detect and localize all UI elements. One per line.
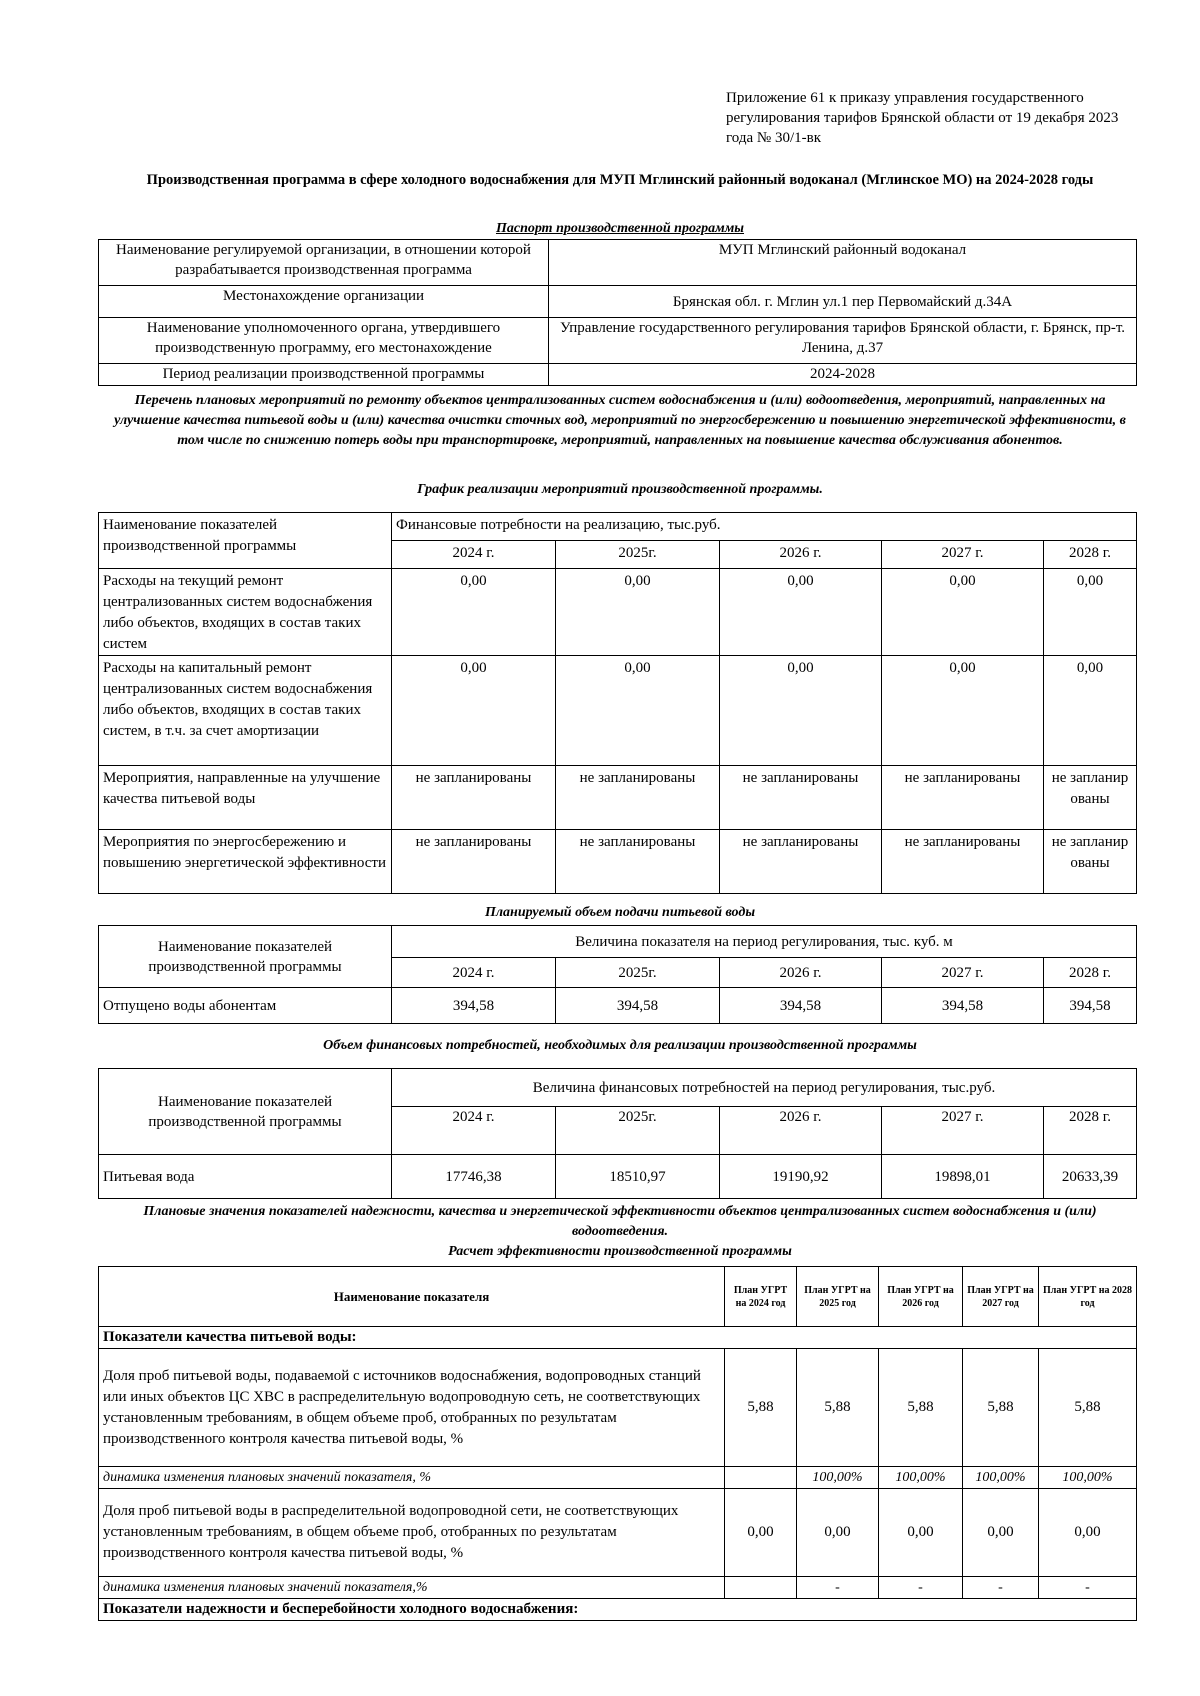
table-row	[99, 1155, 1137, 1199]
finance-table	[98, 1068, 1137, 1199]
passport-caption: Паспорт производственной программы	[495, 221, 745, 236]
cell-value: 100,00%	[963, 1467, 1039, 1489]
cell-value: 18510,97	[556, 1155, 720, 1199]
cell-value: 0,00	[882, 656, 1044, 766]
cell-value: 0,00	[392, 569, 556, 656]
cell-value: -	[1039, 1577, 1137, 1599]
cell-value: не запланированы	[392, 830, 556, 894]
row-label: Расходы на текущий ремонт централизованных систем водоснабжения либо объектов, входящих в состав таких систем	[99, 569, 392, 656]
table-row	[99, 1577, 1137, 1599]
row-label: Мероприятия, направленные на улучшение качества питьевой воды	[99, 766, 392, 830]
year-header: 2024 г.	[392, 541, 556, 569]
table-row	[99, 1267, 1137, 1327]
cell-value: -	[879, 1577, 963, 1599]
cell-value: 5,88	[963, 1349, 1039, 1467]
table-row	[99, 766, 1137, 830]
cell-value: 0,00	[392, 656, 556, 766]
cell-value: 0,00	[1044, 569, 1137, 656]
finance-caption: Объем финансовых потребностей, необходимых для реализации производственной программы	[323, 1038, 917, 1053]
section-heading: Показатели надежности и бесперебойности холодного водоснабжения:	[99, 1599, 1137, 1621]
cell-value: 100,00%	[797, 1467, 879, 1489]
cell-value: 0,00	[963, 1489, 1039, 1577]
table-row	[99, 1349, 1137, 1467]
cell-value: не запланированы	[1044, 766, 1137, 830]
graph-table	[98, 512, 1137, 894]
cell-value: 100,00%	[1039, 1467, 1137, 1489]
cell-value: 394,58	[556, 988, 720, 1024]
cell-value: 17746,38	[392, 1155, 556, 1199]
passport-label: Период реализации производственной программы	[99, 364, 549, 386]
cell-value: 0,00	[882, 569, 1044, 656]
year-header: 2027 г.	[882, 541, 1044, 569]
cell-value: -	[963, 1577, 1039, 1599]
eff-col-label: Наименование показателя	[99, 1267, 725, 1327]
indicator-label: Доля проб питьевой воды, подаваемой с источников водоснабжения, водопроводных станций или иных объектов ЦС ХВС в распределительную водопроводную сеть, не соответствующих установленным требованиям, в общем объеме проб, отобранных по результатам производственного контроля качества питьевой воды, %	[99, 1349, 725, 1467]
table-row	[99, 513, 1137, 541]
row-label: Питьевая вода	[99, 1155, 392, 1199]
efficiency-table	[98, 1266, 1137, 1621]
cell-value: 0,00	[1039, 1489, 1137, 1577]
cell-value: 0,00	[1044, 656, 1137, 766]
table-row	[99, 656, 1137, 766]
cell-value: не запланированы	[1044, 830, 1137, 894]
row-label: Отпущено воды абонентам	[99, 988, 392, 1024]
table-row	[99, 569, 1137, 656]
volume-caption: Планируемый объем подачи питьевой воды	[484, 905, 756, 920]
plan-header: План УГРТ на 2026 год	[879, 1267, 963, 1327]
passport-value: МУП Мглинский районный водоканал	[549, 240, 1137, 286]
passport-value: Управление государственного регулирования тарифов Брянской области, г. Брянск, пр-т. Ленина, д.37	[549, 318, 1137, 364]
year-header: 2028 г.	[1044, 1107, 1137, 1155]
plan-header: План УГРТ на 2024 год	[725, 1267, 797, 1327]
cell-value: не запланированы	[720, 830, 882, 894]
graph-col-label: Наименование показателей производственной программы	[99, 513, 392, 569]
cell-value: 5,88	[797, 1349, 879, 1467]
year-header: 2024 г.	[392, 1107, 556, 1155]
year-header: 2024 г.	[392, 958, 556, 988]
table-row	[99, 318, 1137, 364]
cell-value: 5,88	[1039, 1349, 1137, 1467]
cell-value: 394,58	[882, 988, 1044, 1024]
year-header: 2026 г.	[720, 541, 882, 569]
section-heading: Показатели качества питьевой воды:	[99, 1327, 1137, 1349]
graph-group-label: Финансовые потребности на реализацию, тыс.руб.	[392, 513, 1137, 541]
row-label: Мероприятия по энергосбережению и повышению энергетической эффективности	[99, 830, 392, 894]
dynamics-label: динамика изменения плановых значений показателя, %	[99, 1467, 725, 1489]
table-row	[99, 926, 1137, 958]
year-header: 2026 г.	[720, 958, 882, 988]
cell-value: 0,00	[720, 656, 882, 766]
cell-value: 0,00	[725, 1489, 797, 1577]
cell-value: 19190,92	[720, 1155, 882, 1199]
cell-value: 20633,39	[1044, 1155, 1137, 1199]
table-row	[99, 1069, 1137, 1107]
cell-value: 0,00	[797, 1489, 879, 1577]
cell-value: 100,00%	[879, 1467, 963, 1489]
cell-value: не запланированы	[556, 830, 720, 894]
table-row	[99, 830, 1137, 894]
plan-header: План УГРТ на 2025 год	[797, 1267, 879, 1327]
cell-value: -	[797, 1577, 879, 1599]
dynamics-label: динамика изменения плановых значений показателя,%	[99, 1577, 725, 1599]
table-row	[99, 286, 1137, 318]
year-header: 2028 г.	[1044, 541, 1137, 569]
finance-group-label: Величина финансовых потребностей на период регулирования, тыс.руб.	[392, 1069, 1137, 1107]
cell-value: не запланированы	[392, 766, 556, 830]
cell-value	[725, 1467, 797, 1489]
table-row	[99, 240, 1137, 286]
efficiency-subcaption: Расчет эффективности производственной программы	[448, 1244, 792, 1259]
year-header: 2028 г.	[1044, 958, 1137, 988]
table-row	[99, 1467, 1137, 1489]
passport-table	[98, 239, 1137, 386]
appendix-note: Приложение 61 к приказу управления государственного регулирования тарифов Брянской области от 19 декабря 2023 года № 30/1-вк	[726, 90, 1119, 146]
cell-value: 5,88	[725, 1349, 797, 1467]
year-header: 2025г.	[556, 958, 720, 988]
cell-value: 394,58	[1044, 988, 1137, 1024]
cell-value: 0,00	[720, 569, 882, 656]
cell-value: 5,88	[879, 1349, 963, 1467]
passport-value: 2024-2028	[549, 364, 1137, 386]
graph-caption: График реализации мероприятий производственной программы.	[417, 482, 823, 497]
passport-label: Наименование уполномоченного органа, утвердившего производственную программу, его местонахождение	[99, 318, 549, 364]
cell-value: не запланированы	[556, 766, 720, 830]
table-row	[99, 1327, 1137, 1349]
table-row	[99, 1489, 1137, 1577]
table-row	[99, 1599, 1137, 1621]
passport-label: Наименование регулируемой организации, в отношении которой разрабатывается производственная программа	[99, 240, 549, 286]
measures-caption: Перечень плановых мероприятий по ремонту объектов централизованных систем водоснабжения и (или) водоотведения, мероприятий, направленных на улучшение качества питьевой воды и (или) качества очистки сточных вод, мероприятий по энергосбережению и повышению энергетической эффективности, в том числе по снижению потерь воды при транспортировке, мероприятий, направленных на повышение качества обслуживания абонентов.	[114, 393, 1126, 448]
cell-value: не запланированы	[882, 830, 1044, 894]
cell-value: 394,58	[720, 988, 882, 1024]
row-label: Расходы на капитальный ремонт централизованных систем водоснабжения либо объектов, входящих в состав таких систем, в т.ч. за счет амортизации	[99, 656, 392, 766]
passport-value: Брянская обл. г. Мглин ул.1 пер Первомайский д.34А	[549, 286, 1137, 318]
cell-value	[725, 1577, 797, 1599]
plan-header: План УГРТ на 2027 год	[963, 1267, 1039, 1327]
year-header: 2025г.	[556, 1107, 720, 1155]
volume-group-label: Величина показателя на период регулирования, тыс. куб. м	[392, 926, 1137, 958]
finance-col-label: Наименование показателей производственной программы	[99, 1069, 392, 1155]
table-row	[99, 988, 1137, 1024]
year-header: 2027 г.	[882, 958, 1044, 988]
year-header: 2027 г.	[882, 1107, 1044, 1155]
cell-value: 0,00	[556, 569, 720, 656]
volume-table	[98, 925, 1137, 1024]
document-title: Производственная программа в сфере холодного водоснабжения для МУП Мглинский районный водоканал (Мглинское МО) на 2024-2028 годы	[146, 172, 1094, 188]
indicator-label: Доля проб питьевой воды в распределительной водопроводной сети, не соответствующих установленным требованиям, в общем объеме проб, отобранных по результатам производственного контроля качества питьевой воды, %	[99, 1489, 725, 1577]
efficiency-caption: Плановые значения показателей надежности, качества и энергетической эффективности объектов централизованных систем водоснабжения и (или) водоотведения.	[143, 1204, 1097, 1239]
cell-value: 0,00	[879, 1489, 963, 1577]
cell-value: 0,00	[556, 656, 720, 766]
cell-value: 394,58	[392, 988, 556, 1024]
table-row	[99, 364, 1137, 386]
year-header: 2025г.	[556, 541, 720, 569]
year-header: 2026 г.	[720, 1107, 882, 1155]
volume-col-label: Наименование показателей производственной программы	[99, 926, 392, 988]
plan-header: План УГРТ на 2028 год	[1039, 1267, 1137, 1327]
cell-value: 19898,01	[882, 1155, 1044, 1199]
cell-value: не запланированы	[720, 766, 882, 830]
cell-value: не запланированы	[882, 766, 1044, 830]
passport-label: Местонахождение организации	[99, 286, 549, 318]
